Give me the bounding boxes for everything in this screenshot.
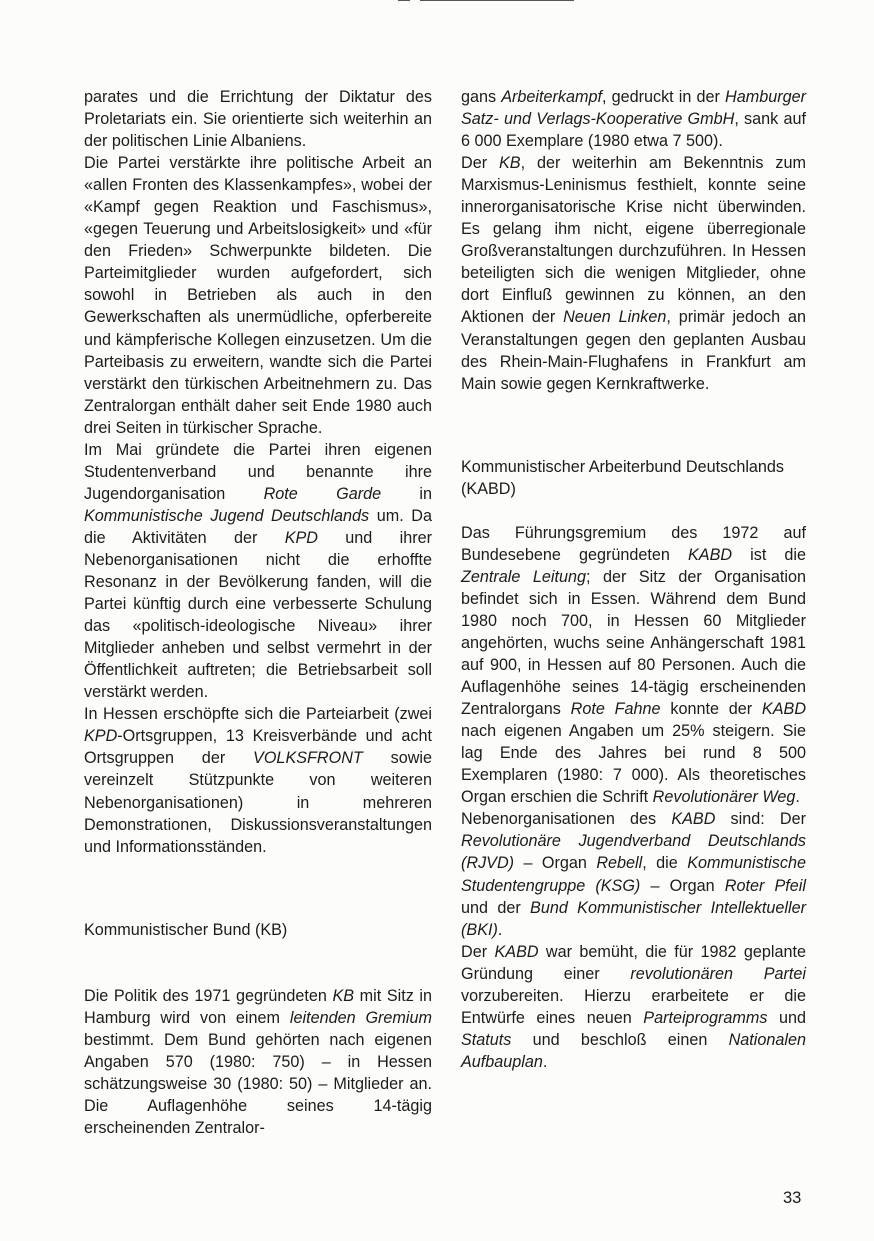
right-column [461,86,806,1073]
page-number: 33 [783,1189,802,1207]
paragraph-kb-continued: gans Arbeiterkampf, gedruckt in der Hamburger Satz- und Verlags-Kooperative GmbH, sank auf 6 000 Exemplare (1980 etwa 7 500). [461,88,806,151]
paragraph-kabd-suborganisations: Nebenorganisationen des KABD sind: Der Revolutionäre Jugendverband Deutschlands (RJVD) – Organ Rebell, die Kommunistische Studentengruppe (KSG) – Organ Roter Pfeil und der Bund Kommunistischer Intellektueller (BKI). [461,810,806,939]
left-column [84,86,432,1139]
paragraph-kb-crisis: Der KB, der weiterhin am Bekenntnis zum Marxismus-Leninismus festhielt, konnte seine innerorganisatorische Krise nicht überwinden. Es gelang ihm nicht, eigene überregionale Großveranstaltungen durchzuführen. In Hessen beteiligten sich die wenigen Mitglieder, ohne dort Einfluß gewinnen zu können, an den Aktionen der Neuen Linken, primär jedoch an Veranstaltungen gegen den geplanten Ausbau des Rhein-Main-Flughafens in Frankfurt am Main sowie gegen Kernkraftwerke. [461,154,807,393]
paragraph-kpd-student-association: Im Mai gründete die Partei ihren eigenen Studentenverband und benannte ihre Jugendorganisation Rote Garde in Kommunistische Jugend Deutschlands um. Da die Aktivitäten der KPD und ihrer Nebenorganisationen nicht die erhoffte Resonanz in der Bevölkerung fanden, will die Partei künftig durch eine verbesserte Schulung das «politisch-ideologische Niveau» ihrer Mitglieder anheben und selbst vermehrt in der Öffentlichkeit auftreten; die Betriebsarbeit soll verstärkt werden. [84,440,432,702]
paragraph-kpd-political-work: Die Partei verstärkte ihre politische Arbeit an «allen Fronten des Klassenkampfes», wobei der «Kampf gegen Reaktion und Faschismus», «gegen Teuerung und Arbeitslosigkeit» und «für den Frieden» Schwerpunkte bildeten. Die Parteimitglieder wurden aufgefordert, sich sowohl in Betrieben als auch in den Gewerkschaften als unermüdliche, opferbereite und kämpferische Kollegen einzusetzen. Um die Parteibasis zu erweitern, wandte sich die Partei verstärkt den türkischen Arbeitnehmern zu. Das Zentralorgan enthält daher seit Ende 1980 auch drei Seiten in türkischer Sprache. [84,154,432,437]
top-margin-dash [398,0,410,1]
section-heading-kb: Kommunistischer Bund (KB) [84,920,288,939]
section-heading-kabd: Kommunistischer Arbeiterbund Deutschlands (KABD) [461,457,785,498]
paragraph-kpd-continued: parates und die Errichtung der Diktatur des Proletariats ein. Sie orientierte sich weiterhin an der politischen Linie Albaniens. [84,88,432,151]
paragraph-kb-intro: Die Politik des 1971 gegründeten KB mit Sitz in Hamburg wird von einem leitenden Gremium bestimmt. Dem Bund gehörten nach eigenen Angaben 570 (1980: 750) – in Hessen schätzungsweise 30 (1980: 50) – Mitglieder an. Die Auflagenhöhe seines 14-tägig erscheinenden Zentralor- [84,986,432,1137]
paragraph-kabd-intro: Das Führungsgremium des 1972 auf Bundesebene gegründeten KABD ist die Zentrale Leitung; der Sitz der Organisation befindet sich in Essen. Während dem Bund 1980 noch 700, in Hessen 60 Mitglieder angehörten, wuchs seine Anhängerschaft 1981 auf 900, in Hessen auf 80 Personen. Auch die Auflagenhöhe seines 14-tägig erscheinenden Zentralorgans Rote Fahne konnte der KABD nach eigenen Angaben um 25% steigern. Sie lag Ende des Jahres bei rund 8 500 Exemplaren (1980: 7 000). Als theoretisches Organ erschien die Schrift Revolutionärer Weg. [461,523,807,807]
paragraph-kpd-hessen: In Hessen erschöpfte sich die Parteiarbeit (zwei KPD-Ortsgruppen, 13 Kreisverbände und acht Ortsgruppen der VOLKSFRONT sowie vereinzelt Stützpunkte von weiteren Nebenorganisationen) in mehreren Demonstrationen, Diskussionsveranstaltungen und Informationsständen. [84,705,432,856]
paragraph-kabd-party-founding: Der KABD war bemüht, die für 1982 geplante Gründung einer revolutionären Partei vorzubereiten. Hierzu erarbeitete er die Entwürfe eines neuen Parteiprogramms und Statuts und beschloß einen Nationalen Aufbauplan. [461,942,806,1071]
top-margin-rule [420,0,574,1]
